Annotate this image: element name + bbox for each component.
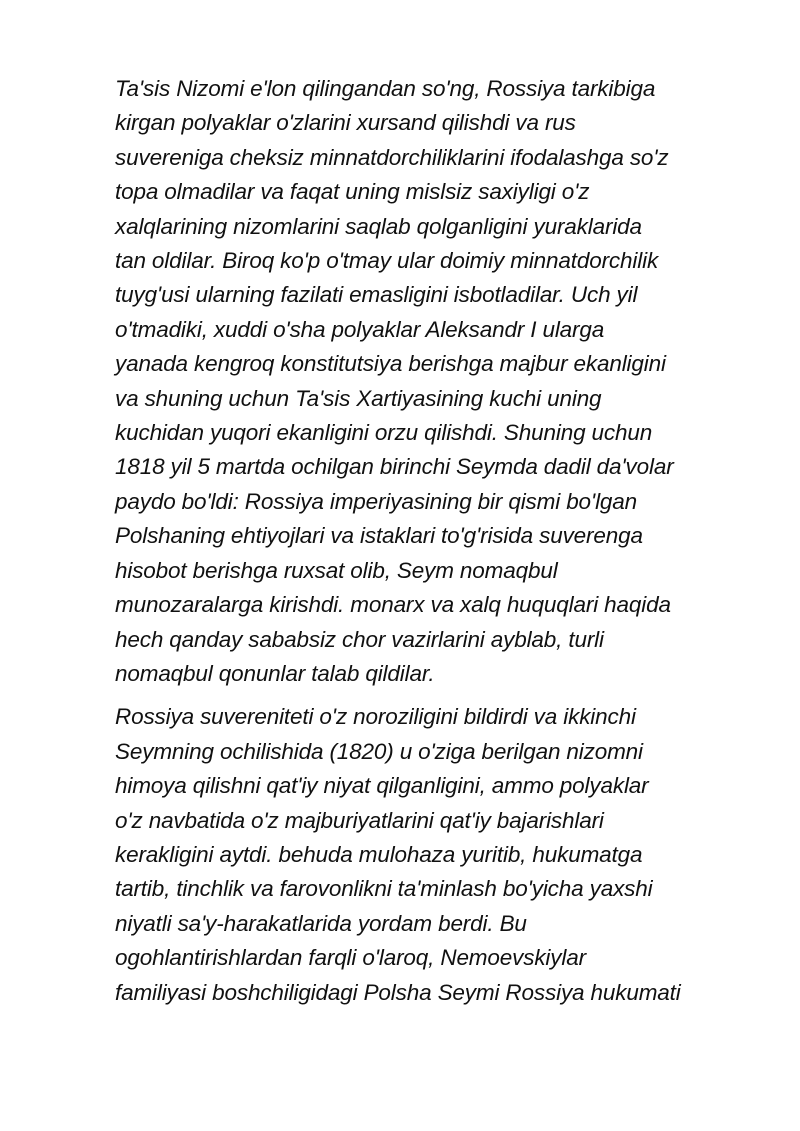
text-line: munozaralarga kirishdi. monarx va xalq huquqlari haqida — [115, 592, 671, 618]
text-line: himoya qilishni qat'iy niyat qilganligini, ammo polyaklar — [115, 773, 649, 799]
text-line: o'tmadiki, xuddi o'sha polyaklar Aleksandr I ularga — [115, 316, 605, 342]
text-line: niyatli sa'y-harakatlarida yordam berdi. Bu — [115, 910, 527, 936]
text-line: Polshaning ehtiyojlari va istaklari to'g'risida suverenga — [115, 523, 643, 549]
text-line: hisobot berishga ruxsat olib, Seym nomaqbul — [115, 557, 558, 583]
text-line: kuchidan yuqori ekanligini orzu qilishdi. Shuning uchun — [115, 420, 653, 446]
text-line: topa olmadilar va faqat uning mislsiz saxiyligi o'z — [115, 179, 590, 205]
text-line: Rossiya suvereniteti o'z noroziligini bildirdi va ikkinchi — [115, 704, 636, 730]
text-line: xalqlarining nizomlarini saqlab qolganligini yuraklarida — [115, 213, 642, 239]
text-line: tan oldilar. Biroq ko'p o'tmay ular doimiy minnatdorchilik — [115, 248, 659, 274]
body-text — [115, 72, 755, 1019]
text-line: familiyasi boshchiligidagi Polsha Seymi Rossiya hukumati — [115, 979, 681, 1005]
text-line: kirgan polyaklar o'zlarini xursand qilishdi va rus — [115, 110, 576, 136]
text-line: paydo bo'ldi: Rossiya imperiyasining bir qismi bo'lgan — [115, 488, 638, 514]
text-line: yanada kengroq konstitutsiya berishga majbur ekanligini — [115, 351, 666, 377]
text-line: va shuning uchun Ta'sis Xartiyasining kuchi uning — [115, 385, 602, 411]
text-line: tartib, tinchlik va farovonlikni ta'minlash bo'yicha yaxshi — [115, 876, 653, 902]
paragraph-1 — [115, 72, 755, 691]
text-line: suvereniga cheksiz minnatdorchiliklarini ifodalashga so'z — [115, 144, 669, 170]
text-line: o'z navbatida o'z majburiyatlarini qat'iy bajarishlari — [115, 807, 604, 833]
paragraph-2 — [115, 700, 755, 1010]
text-line: tuyg'usi ularning fazilati emasligini isbotladilar. Uch yil — [115, 282, 638, 308]
text-line: kerakligini aytdi. behuda mulohaza yuritib, hukumatga — [115, 841, 643, 867]
text-line: 1818 yil 5 martda ochilgan birinchi Seymda dadil da'volar — [115, 454, 674, 480]
text-line: nomaqbul qonunlar talab qildilar. — [115, 660, 435, 686]
text-line: hech qanday sababsiz chor vazirlarini ayblab, turli — [115, 626, 604, 652]
text-line: Seymning ochilishida (1820) u o'ziga berilgan nizomni — [115, 738, 643, 764]
text-line: ogohlantirishlardan farqli o'laroq, Nemoevskiylar — [115, 945, 586, 971]
text-line: Ta'sis Nizomi e'lon qilingandan so'ng, Rossiya tarkibiga — [115, 76, 656, 101]
